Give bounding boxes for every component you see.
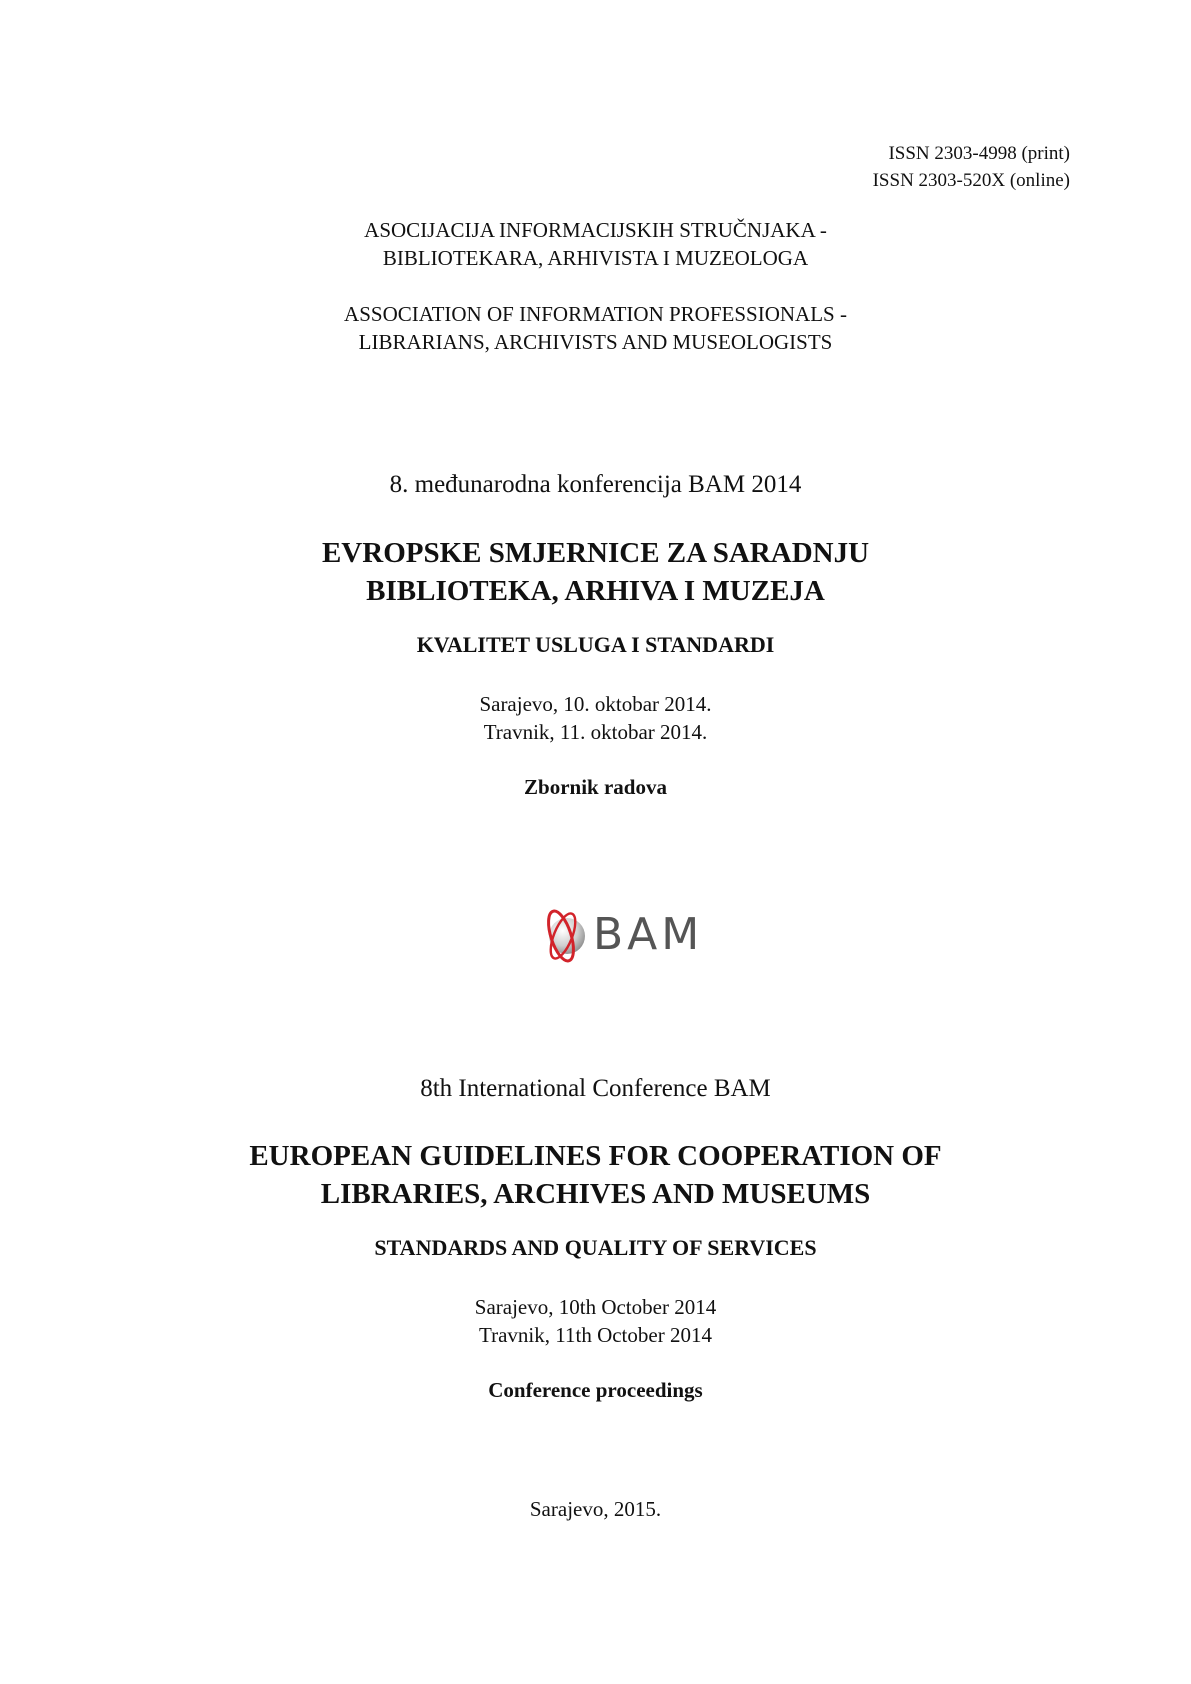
local-conference-line: 8. međunarodna konferencija BAM 2014 — [389, 471, 802, 498]
association-local-line-2: BIBLIOTEKARA, ARHIVISTA I MUZEOLOGA — [382, 246, 809, 270]
english-title — [0, 1137, 1191, 1213]
imprint: Sarajevo, 2015. — [529, 1497, 662, 1521]
local-date-sarajevo: Sarajevo, 10. oktobar 2014. — [479, 692, 712, 716]
local-date-travnik: Travnik, 11. oktobar 2014. — [483, 720, 708, 744]
english-title-line-2: LIBRARIES, ARCHIVES AND MUSEUMS — [320, 1178, 871, 1210]
issn-block — [873, 140, 1070, 194]
association-english-line-1: ASSOCIATION OF INFORMATION PROFESSIONALS - — [344, 302, 847, 326]
english-date-travnik: Travnik, 11th October 2014 — [479, 1323, 712, 1347]
bam-logo-mark-icon — [537, 905, 593, 967]
local-dates — [0, 690, 1191, 746]
local-title-line-2: BIBLIOTEKA, ARHIVA I MUZEJA — [366, 575, 825, 607]
association-english-line-2: LIBRARIANS, ARCHIVISTS AND MUSEOLOGISTS — [358, 330, 833, 354]
association-english — [0, 300, 1191, 356]
issn-online: ISSN 2303-520X (online) — [872, 170, 1070, 191]
english-conference-line: 8th International Conference BAM — [420, 1075, 771, 1102]
bam-logo-text: BAM — [593, 909, 704, 960]
local-doc-type: Zbornik radova — [524, 775, 667, 799]
english-doc-type: Conference proceedings — [488, 1378, 703, 1402]
bam-logo — [537, 905, 704, 967]
english-title-line-1: EUROPEAN GUIDELINES FOR COOPERATION OF — [249, 1140, 942, 1172]
association-local-line-1: ASOCIJACIJA INFORMACIJSKIH STRUČNJAKA - — [364, 218, 827, 242]
local-title — [0, 534, 1191, 610]
local-title-line-1: EVROPSKE SMJERNICE ZA SARADNJU — [321, 537, 870, 569]
issn-print: ISSN 2303-4998 (print) — [888, 143, 1070, 164]
english-subtitle: STANDARDS AND QUALITY OF SERVICES — [374, 1235, 817, 1260]
english-date-sarajevo: Sarajevo, 10th October 2014 — [474, 1295, 717, 1319]
local-subtitle: KVALITET USLUGA I STANDARDI — [416, 632, 775, 657]
association-local — [0, 216, 1191, 272]
english-dates — [0, 1293, 1191, 1349]
